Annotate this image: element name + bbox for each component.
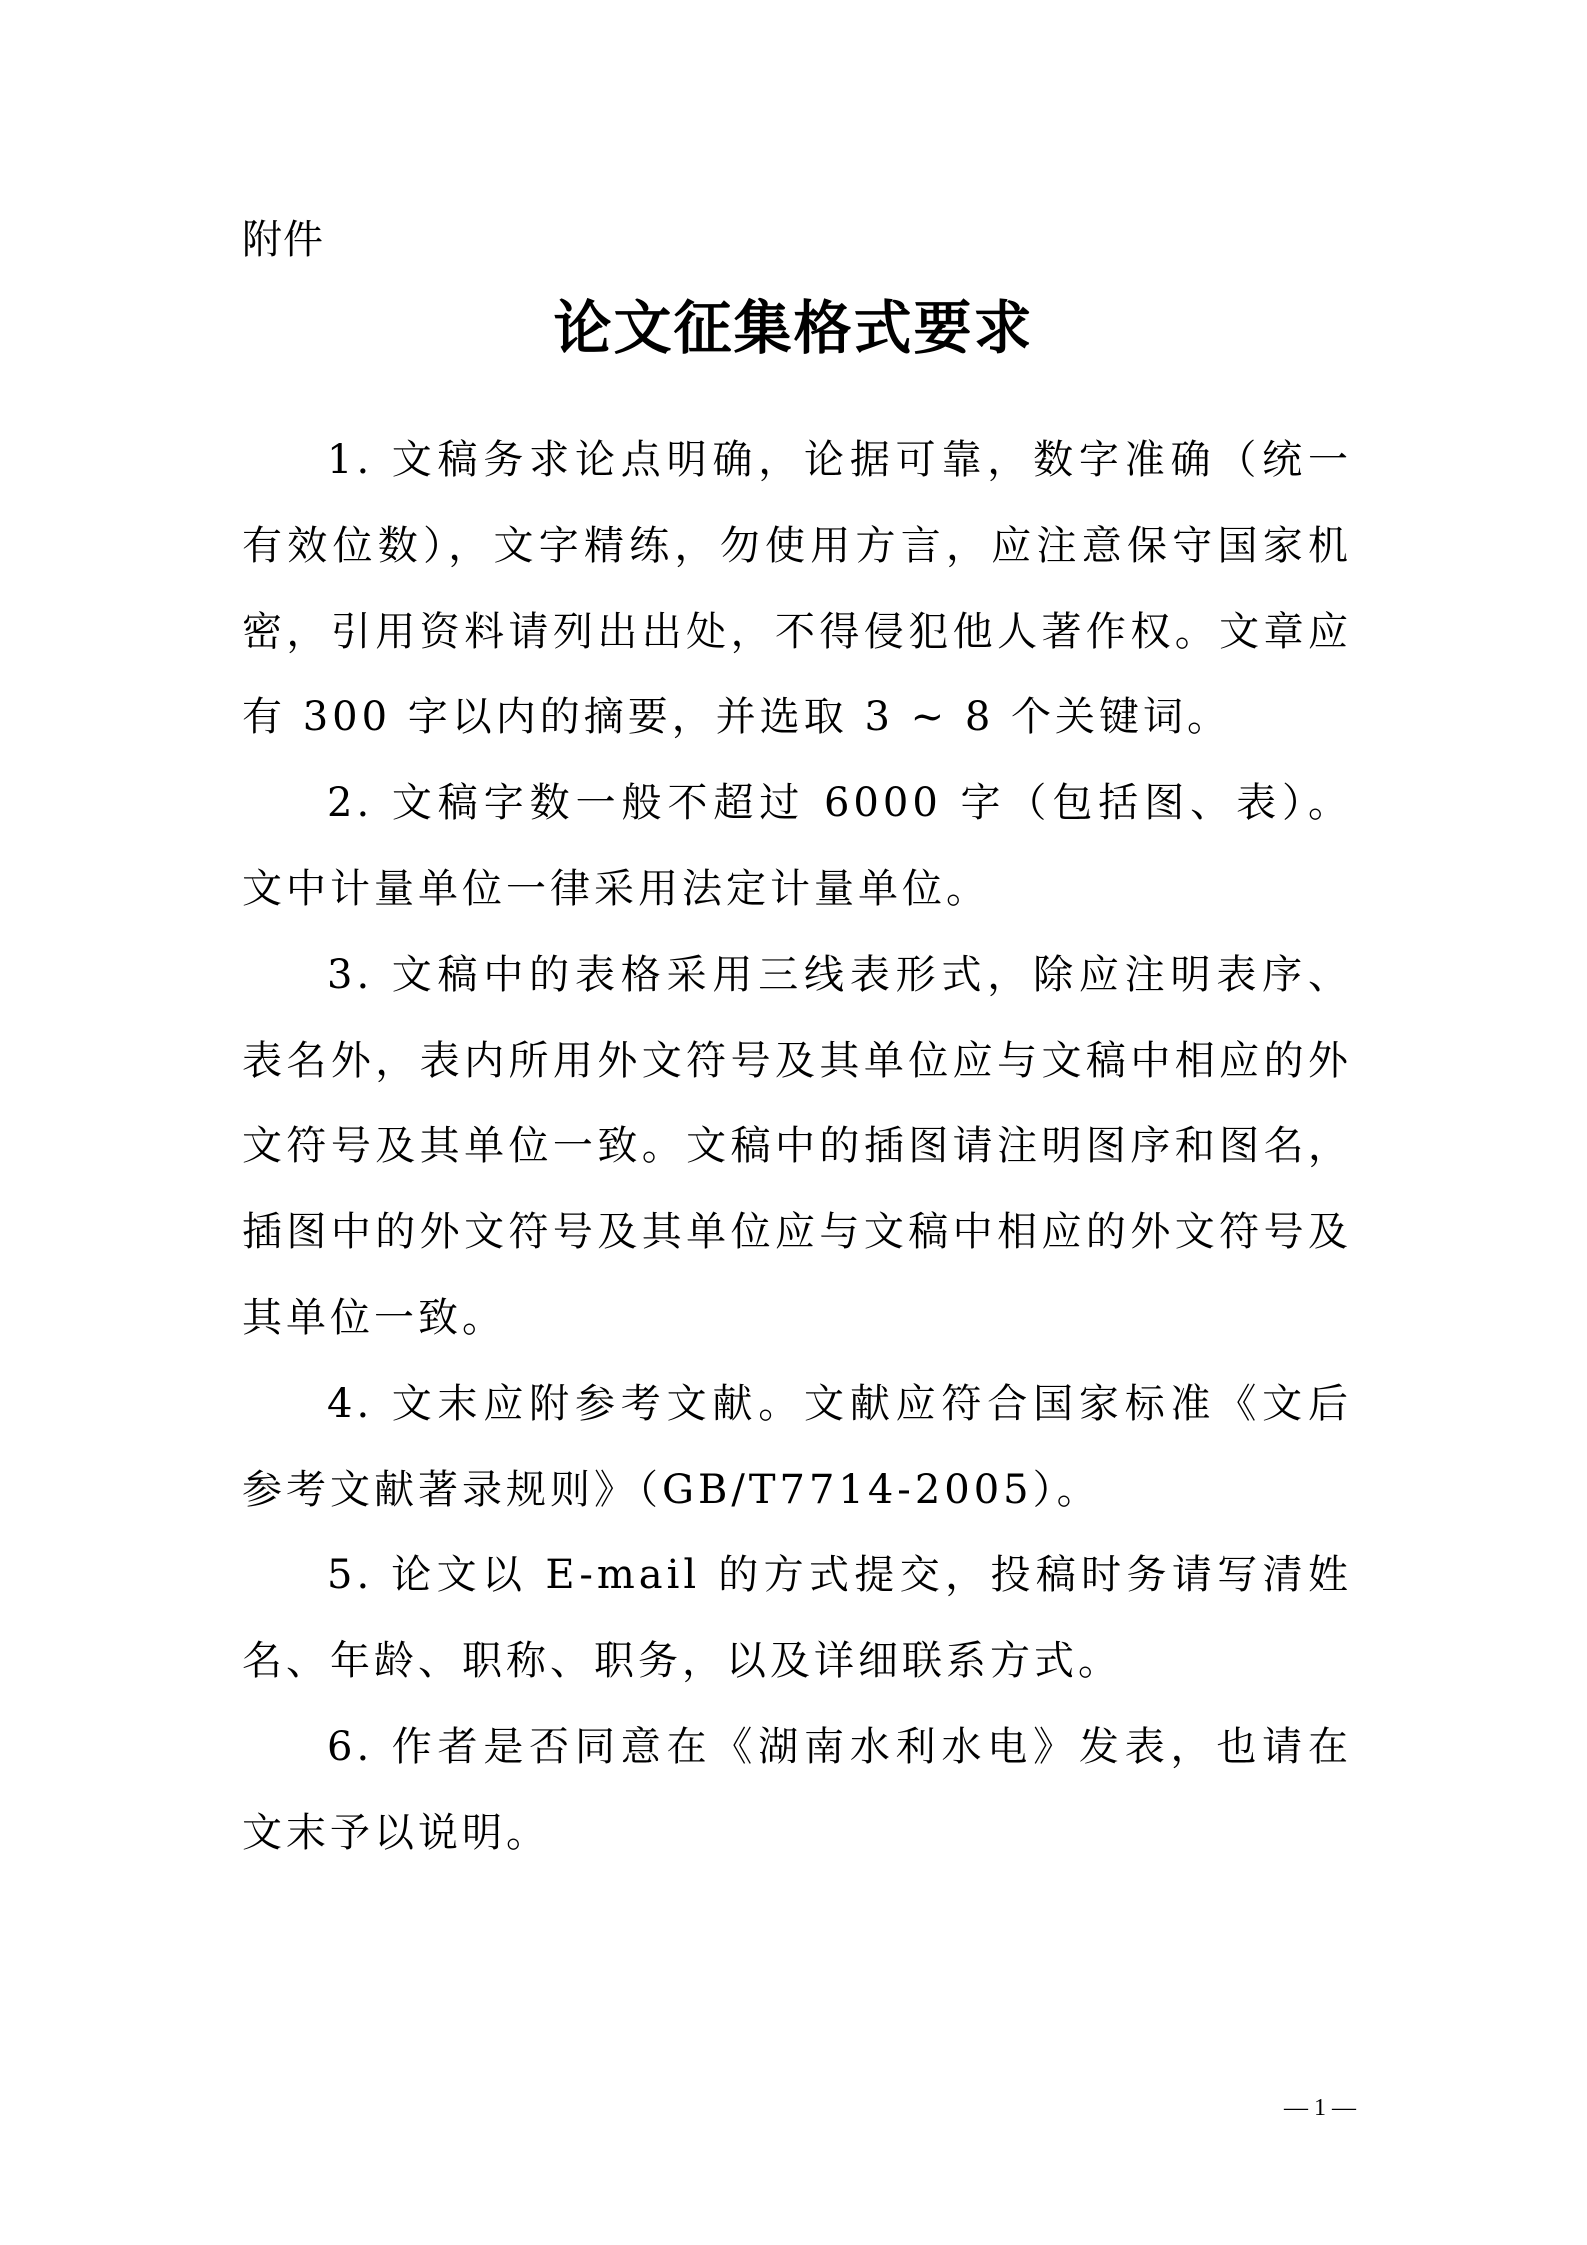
- requirement-paragraph-6: 6. 作者是否同意在《湖南水利水电》发表，也请在文末予以说明。: [242, 1723, 1352, 1856]
- requirement-paragraph-4: 4. 文末应附参考文献。文献应符合国家标准《文后参考文献著录规则》（GB/T7714-2005）。: [242, 1380, 1352, 1513]
- attachment-label: 附件: [242, 217, 324, 263]
- requirement-paragraph-5: 5. 论文以 E-mail 的方式提交，投稿时务请写清姓名、年龄、职称、职务，以及详细联系方式。: [242, 1552, 1352, 1685]
- requirement-paragraph-2: 2. 文稿字数一般不超过 6000 字（包括图、表）。文中计量单位一律采用法定计量单位。: [242, 780, 1352, 912]
- page-number: — 1 —: [1284, 2095, 1356, 2121]
- document-body: [242, 418, 1352, 1877]
- requirement-paragraph-1: 1. 文稿务求论点明确，论据可靠，数字准确（统一有效位数），文字精练，勿使用方言，应注意保守国家机密，引用资料请列出出处，不得侵犯他人著作权。文章应有 300 字以内的摘要，并选取 3 ~ 8 个关键词。: [242, 437, 1352, 741]
- document-title: 论文征集格式要求: [553, 294, 1034, 362]
- requirement-paragraph-3: 3. 文稿中的表格采用三线表形式，除应注明表序、表名外，表内所用外文符号及其单位应与文稿中相应的外文符号及其单位一致。文稿中的插图请注明图序和图名，插图中的外文符号及其单位应与文稿中相应的外文符号及其单位一致。: [242, 951, 1352, 1341]
